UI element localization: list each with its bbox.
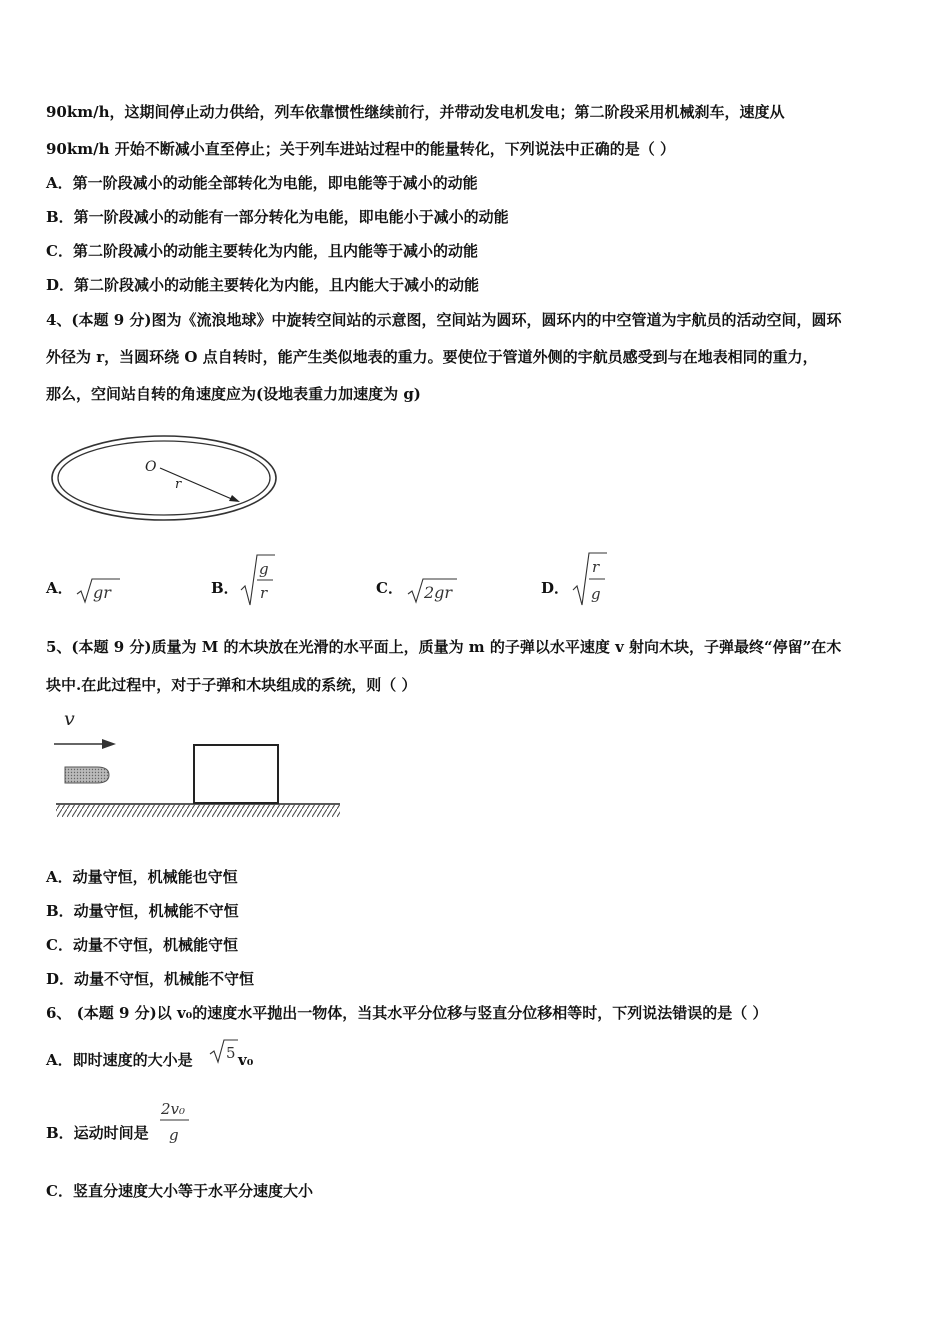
q3-option-d: D．第二阶段减小的动能主要转化为内能，且内能大于减小的动能	[46, 276, 480, 294]
denominator: r	[260, 584, 268, 602]
radicand: 2gr	[424, 583, 453, 602]
q4-option-b-sqrt-fraction	[239, 552, 279, 608]
q6-option-a-sqrt	[208, 1036, 240, 1068]
velocity-arrowhead	[102, 739, 116, 749]
q3-option-c: C．第二阶段减小的动能主要转化为内能，且内能等于减小的动能	[46, 242, 478, 260]
q5-option-d: D．动量不守恒，机械能不守恒	[46, 970, 255, 988]
q4-option-b-label: B．	[211, 579, 239, 597]
ring-inner	[58, 441, 270, 515]
q3-stem-line-1: 90km/h，这期间停止动力供给，列车依靠惯性继续前行，并带动发电机发电；第二阶段采用机械刹车，速度从	[46, 103, 785, 121]
radicand: 5	[226, 1044, 236, 1062]
radius-arrowhead	[229, 495, 240, 502]
bullet-block-figure	[52, 705, 344, 825]
q4-stem-line-2: 外径为 r，当圆环绕 O 点自转时，能产生类似地表的重力。要使位于管道外侧的宇航员感受到与在地表相同的重力，	[46, 348, 818, 366]
q5-option-a: A．动量守恒，机械能也守恒	[46, 868, 238, 886]
q3-option-b: B．第一阶段减小的动能有一部分转化为电能，即电能小于减小的动能	[46, 208, 509, 226]
q4-option-a-sqrt	[74, 574, 124, 606]
q4-option-c-sqrt	[405, 574, 461, 606]
q5-stem-line-2: 块中.在此过程中，对于子弹和木块组成的系统，则（ ）	[46, 676, 417, 694]
ring-outer	[52, 436, 276, 520]
radius-label-r: r	[175, 477, 182, 492]
q3-stem-line-2: 90km/h 开始不断减小直至停止；关于列车进站过程中的能量转化，下列说法中正确的是（ ）	[46, 140, 675, 158]
q6-option-c: C．竖直分速度大小等于水平分速度大小	[46, 1182, 313, 1200]
q4-stem-line-1: 4、(本题 9 分)图为《流浪地球》中旋转空间站的示意图，空间站为圆环，圆环内的中空管道为宇航员的活动空间，圆环	[46, 311, 842, 329]
numerator: r	[592, 558, 600, 576]
velocity-label-v: v	[64, 708, 75, 730]
q4-stem-line-3: 那么，空间站自转的角速度应为(设地表重力加速度为 g)	[46, 385, 421, 403]
q6-option-a-text: A．即时速度的大小是	[46, 1051, 193, 1069]
q4-option-c-label: C．	[376, 579, 403, 597]
q5-stem-line-1: 5、(本题 9 分)质量为 M 的木块放在光滑的水平面上，质量为 m 的子弹以水平速度 v 射向木块，子弹最终“停留”在木	[46, 638, 842, 656]
denominator: g	[169, 1126, 179, 1144]
numerator: g	[259, 560, 269, 578]
q6-option-a-suffix: v₀	[238, 1051, 254, 1069]
numerator: 2v₀	[161, 1100, 186, 1118]
bullet	[65, 767, 109, 783]
radicand: gr	[93, 583, 111, 602]
q3-option-a: A．第一阶段减小的动能全部转化为电能，即电能等于减小的动能	[46, 174, 478, 192]
q5-option-b: B．动量守恒，机械能不守恒	[46, 902, 239, 920]
q5-option-c: C．动量不守恒，机械能守恒	[46, 936, 238, 954]
ground-hatching	[56, 805, 340, 817]
q4-option-d-sqrt-fraction	[571, 550, 611, 608]
q4-option-a-label: A．	[46, 579, 73, 597]
wooden-block	[194, 745, 278, 803]
q6-option-b-text: B．运动时间是	[46, 1124, 149, 1142]
q6-option-b-fraction	[158, 1096, 192, 1148]
space-station-ring-figure	[48, 432, 280, 524]
q6-stem: 6、 (本题 9 分)以 v₀的速度水平抛出一物体，当其水平分位移与竖直分位移相等时，下列说法错误的是（ ）	[46, 1004, 768, 1022]
center-label-o: O	[145, 459, 157, 475]
denominator: g	[591, 585, 601, 603]
radius-line	[160, 468, 234, 500]
q4-option-d-label: D．	[541, 579, 570, 597]
